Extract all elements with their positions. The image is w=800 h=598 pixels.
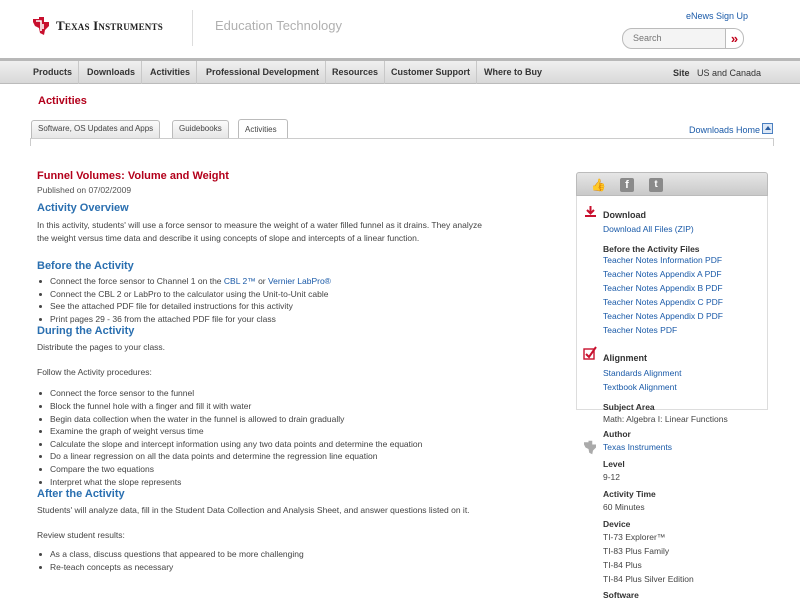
checkmark-icon — [583, 346, 597, 360]
download-icon — [584, 205, 597, 218]
during-heading: During the Activity — [37, 325, 135, 338]
list-item: Calculate the slope and intercept information using any two data points and determine the equation — [37, 438, 537, 451]
tab-activities[interactable]: Activities — [238, 119, 288, 139]
author-heading: Author — [603, 429, 631, 439]
ti-logo[interactable] — [32, 16, 163, 36]
before-heading: Before the Activity — [37, 260, 134, 272]
activity-content — [37, 170, 537, 573]
search-button[interactable]: » — [726, 28, 744, 49]
file-link[interactable]: Teacher Notes Appendix C PDF — [603, 297, 724, 307]
list-item: As a class, discuss questions that appeared to be more challenging — [37, 548, 537, 561]
nav-where-to-buy[interactable]: Where to Buy — [484, 67, 543, 77]
textbook-alignment-link[interactable]: Textbook Alignment — [603, 382, 677, 392]
before-item1-text: Connect the force sensor to Channel 1 on the — [50, 276, 224, 286]
home-icon[interactable] — [762, 123, 773, 134]
list-item: Print pages 29 - 36 from the attached PDF file for your class — [37, 313, 537, 326]
after-heading: After the Activity — [37, 488, 125, 501]
search-box[interactable] — [622, 28, 726, 49]
software-heading: Software — [603, 590, 639, 598]
before-files-heading: Before the Activity Files — [603, 244, 700, 254]
nav-resources[interactable]: Resources — [326, 61, 385, 84]
device-item: TI-83 Plus Family — [603, 546, 670, 556]
main-nav — [0, 58, 800, 84]
published-date: Published on 07/02/2009 — [37, 185, 132, 195]
activity-title: Funnel Volumes: Volume and Weight — [37, 170, 229, 182]
after-text-1: Students' will analyze data, fill in the Student Data Collection and Analysis Sheet, and answer questions listed on it. — [37, 505, 470, 516]
during-text-2: Follow the Activity procedures: — [37, 367, 152, 378]
tab-guidebooks[interactable]: Guidebooks — [172, 120, 229, 138]
search-input[interactable] — [623, 29, 723, 43]
tab-divider-left — [30, 138, 31, 146]
header-subtitle: Education Technology — [215, 18, 342, 33]
before-list — [37, 275, 537, 325]
list-item: Connect the CBL 2 or LabPro to the calculator using the Unit-to-Unit cable — [37, 288, 537, 301]
list-item: Examine the graph of weight versus time — [37, 425, 537, 438]
downloads-home-link[interactable]: Downloads Home — [689, 125, 761, 135]
site-header — [0, 0, 800, 58]
list-item: Block the funnel hole with a finger and fill it with water — [37, 400, 537, 413]
list-item: See the attached PDF file for detailed instructions for this activity — [37, 300, 537, 313]
device-item: TI-84 Plus — [603, 560, 642, 570]
nav-activities[interactable]: Activities — [144, 61, 197, 84]
activity-time-heading: Activity Time — [603, 489, 656, 499]
enews-signup-link[interactable]: eNews Sign Up — [686, 11, 749, 21]
ti-logo-icon — [32, 16, 50, 36]
header-divider — [192, 10, 193, 46]
file-link[interactable]: Teacher Notes Appendix B PDF — [603, 283, 723, 293]
like-icon[interactable]: 👍 — [591, 178, 606, 192]
nav-customer-support[interactable]: Customer Support — [385, 61, 477, 84]
device-item: TI-73 Explorer™ — [603, 532, 666, 542]
list-item: Do a linear regression on all the data points and determine the regression line equation — [37, 450, 537, 463]
file-link[interactable]: Teacher Notes PDF — [603, 325, 678, 335]
ti-author-icon — [583, 440, 597, 455]
nav-downloads[interactable]: Downloads — [81, 61, 142, 84]
tab-software-os-updates[interactable]: Software, OS Updates and Apps — [31, 120, 160, 138]
after-text-2: Review student results: — [37, 530, 125, 541]
site-label: Site — [673, 68, 690, 78]
subject-area-value: Math: Algebra I: Linear Functions — [603, 414, 728, 424]
brand-name: Texas Instruments — [56, 18, 163, 33]
share-bar — [576, 172, 768, 196]
facebook-icon[interactable]: f — [620, 178, 634, 192]
overview-text-2: the weight versus time data and describe it using concepts of slope and intercepts of a linear function. — [37, 233, 420, 243]
list-item — [37, 275, 537, 288]
file-link[interactable]: Teacher Notes Appendix D PDF — [603, 311, 724, 321]
section-title: Activities — [38, 95, 87, 107]
nav-professional-development[interactable]: Professional Development — [200, 61, 326, 84]
file-link[interactable]: Teacher Notes Appendix A PDF — [603, 269, 722, 279]
file-link[interactable]: Teacher Notes Information PDF — [603, 255, 723, 265]
download-heading: Download — [603, 210, 646, 220]
during-text-1: Distribute the pages to your class. — [37, 342, 166, 353]
activity-time-value: 60 Minutes — [603, 502, 645, 512]
after-list — [37, 548, 537, 573]
before-item1-or: or — [255, 276, 268, 286]
download-all-link[interactable]: Download All Files (ZIP) — [603, 224, 694, 234]
list-item: Interpret what the slope represents — [37, 476, 537, 489]
site-selector[interactable]: US and Canada — [697, 68, 762, 78]
activity-sidebar — [576, 172, 768, 598]
tab-divider-right — [773, 138, 774, 146]
tab-divider — [30, 138, 774, 139]
overview-text-1: In this activity, students' will use a force sensor to measure the weight of a water filled funnel as it drains. They analyze — [37, 220, 482, 230]
list-item: Compare the two equations — [37, 463, 537, 476]
list-item: Begin data collection when the water in the funnel is allowed to drain gradually — [37, 413, 537, 426]
standards-alignment-link[interactable]: Standards Alignment — [603, 368, 682, 378]
list-item: Connect the force sensor to the funnel — [37, 387, 537, 400]
cbl2-link[interactable]: CBL 2™ — [223, 276, 256, 286]
during-list — [37, 387, 537, 488]
twitter-icon[interactable]: t — [649, 178, 663, 192]
overview-heading: Activity Overview — [37, 202, 129, 214]
subject-area-heading: Subject Area — [603, 402, 655, 412]
author-link[interactable]: Texas Instruments — [603, 442, 672, 452]
level-value: 9-12 — [603, 472, 621, 482]
nav-products[interactable]: Products — [27, 61, 79, 84]
vernier-labpro-link[interactable]: Vernier LabPro® — [267, 276, 331, 286]
list-item: Re-teach concepts as necessary — [37, 561, 537, 574]
alignment-heading: Alignment — [603, 353, 647, 363]
level-heading: Level — [603, 459, 625, 469]
device-item: TI-84 Plus Silver Edition — [603, 574, 694, 584]
device-heading: Device — [603, 519, 631, 529]
